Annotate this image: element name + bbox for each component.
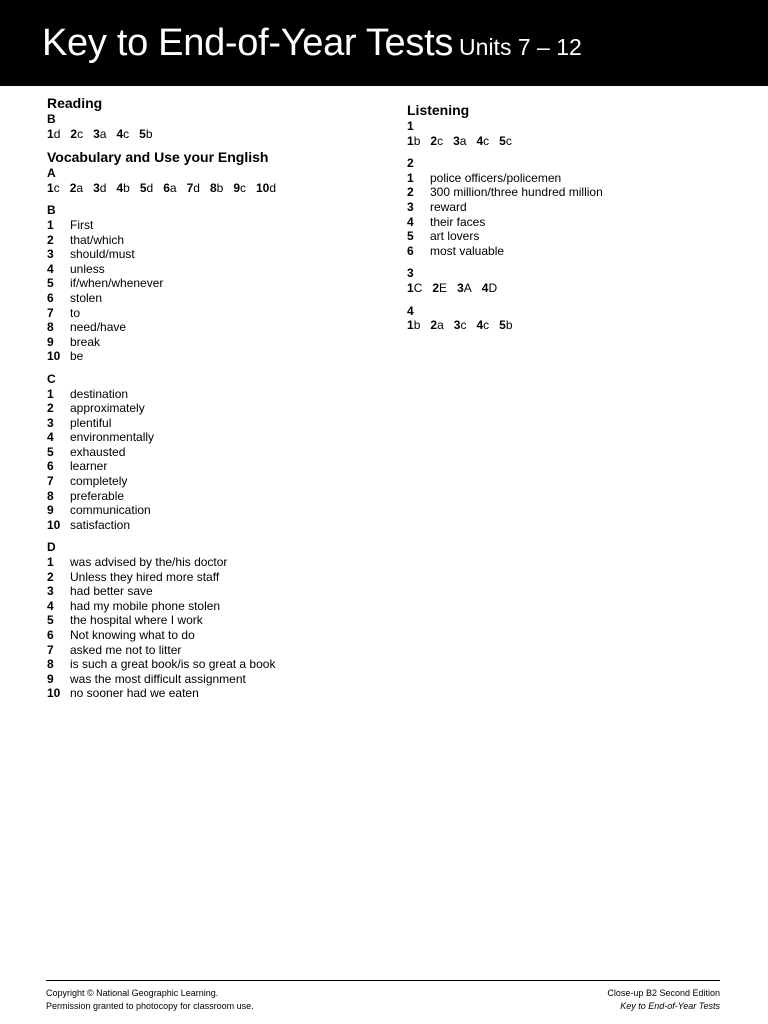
answer-number: 2 [432,280,440,295]
answer-number: 8 [47,488,54,503]
answer-number: 9 [47,503,54,518]
answer-row [47,570,377,585]
answer-row [47,306,377,321]
answers-vocab-c [47,387,377,533]
answer-item [116,181,129,195]
answer-item [70,127,83,141]
answer-letter: c [53,180,60,195]
answer-item [140,181,153,195]
page-title [42,24,582,62]
answer-text: no sooner had we eaten [70,686,199,701]
answer-number: 6 [47,290,54,305]
answer-item [407,318,420,332]
answer-number: 3 [407,199,414,214]
answer-number: 1 [407,170,414,185]
answer-row [47,291,377,306]
answer-item [457,281,472,295]
answer-letter: c [460,318,467,333]
answer-number: 9 [47,671,54,686]
answer-text: completely [70,474,128,489]
answer-text: asked me not to litter [70,642,182,657]
answer-number: 4 [476,133,484,148]
answer-number: 2 [407,185,414,200]
answer-number: 2 [47,232,54,247]
answer-row [47,233,377,248]
answer-item [70,181,83,195]
page-title-main: Key to End-of-Year Tests [42,22,454,64]
answer-number: 4 [407,214,414,229]
answer-row [47,518,377,533]
answer-number: 1 [47,180,54,195]
answer-text: approximately [70,401,145,416]
answer-item [432,281,447,295]
answer-row [47,276,377,291]
right-column [407,102,737,333]
answer-number: 5 [47,276,54,291]
answer-row [47,657,377,672]
answer-text: police officers/policemen [430,170,562,185]
answer-item [482,281,497,295]
answer-item [454,318,467,332]
answer-item [93,127,106,141]
part-label-listening-3: 3 [407,266,414,281]
answer-row [47,218,377,233]
answer-letter: c [240,180,246,195]
answer-number: 6 [47,459,54,474]
answer-number: 1 [47,386,54,401]
answer-number: 5 [139,126,146,141]
answers-listening-3 [407,281,737,296]
answer-item [499,134,512,148]
answer-number: 1 [47,217,54,232]
answer-number: 7 [47,474,54,489]
answer-number: 4 [47,430,54,445]
answer-row [47,628,377,643]
answer-text: communication [70,503,151,518]
answer-number: 5 [47,444,54,459]
answer-number: 8 [47,657,54,672]
answer-number: 10 [47,349,61,364]
footer-right [607,987,720,1013]
answer-row [47,445,377,460]
answer-number: 4 [116,180,124,195]
answer-row [47,247,377,262]
answer-letter: c [483,133,490,148]
answer-row [47,584,377,599]
answer-text: had my mobile phone stolen [70,598,221,613]
answer-number: 5 [499,318,506,333]
answer-item [499,318,512,332]
answer-letter: b [413,318,421,333]
answer-number: 4 [476,318,484,333]
answer-letter: d [53,126,61,141]
answer-row [47,599,377,614]
answer-row [47,320,377,335]
part-label-vocab-c: C [47,371,56,386]
answer-number: 2 [430,133,438,148]
photocopy-permission: Permission granted to photocopy for classroom use. [46,1001,254,1011]
answer-item [210,181,223,195]
answer-text: First [70,217,94,232]
left-column [47,95,377,701]
answer-row [47,262,377,277]
answer-row [407,185,737,200]
answer-row [407,200,737,215]
answer-row [47,401,377,416]
part-label-vocab-b: B [47,203,56,218]
answer-row [407,171,737,186]
answer-text: unless [70,261,105,276]
answer-row [47,643,377,658]
answer-text: satisfaction [70,517,131,532]
answer-row [47,672,377,687]
answer-number: 3 [453,133,460,148]
answer-letter: c [77,126,84,141]
answers-vocab-d [47,555,377,701]
answer-letter: a [169,180,177,195]
footer-left [46,987,254,1013]
answer-number: 1 [47,555,54,570]
book-title: Close-up B2 Second Edition [607,988,720,998]
answer-number: 9 [47,334,54,349]
answer-text: exhausted [70,444,126,459]
answer-item [453,134,466,148]
answers-vocab-b [47,218,377,364]
answer-number: 1 [47,126,54,141]
answer-row [47,387,377,402]
answer-letter: a [76,180,84,195]
answer-item [407,281,422,295]
answer-row [47,686,377,701]
answer-row [47,335,377,350]
answer-letter: b [413,133,421,148]
answer-number: 4 [47,261,54,276]
answer-letter: E [439,280,448,295]
answer-number: 3 [47,584,54,599]
answer-item [476,318,489,332]
answer-row [407,215,737,230]
answer-number: 1 [407,280,414,295]
answer-number: 9 [233,180,240,195]
answer-number: 3 [47,415,54,430]
answer-row [47,489,377,504]
answer-item [93,181,106,195]
answer-number: 4 [481,280,489,295]
answer-row [47,459,377,474]
title-banner [0,0,768,86]
answer-row [47,430,377,445]
answer-item [47,181,60,195]
answer-number: 10 [256,180,270,195]
answer-row [47,474,377,489]
answer-number: 3 [453,318,461,333]
answer-letter: a [459,133,467,148]
answer-text: that/which [70,232,125,247]
part-label-listening-2: 2 [407,156,414,171]
answer-number: 1 [407,133,414,148]
answer-text: plentiful [70,415,112,430]
answer-number: 2 [47,401,54,416]
answer-text: should/must [70,247,135,262]
answer-text: was advised by the/his doctor [70,555,228,570]
answer-number: 7 [47,642,54,657]
answer-text: be [70,349,84,364]
answer-number: 2 [70,126,78,141]
answer-number: 6 [407,243,414,258]
answer-row [407,244,737,259]
answer-letter: a [99,126,107,141]
answer-text: if/when/whenever [70,276,164,291]
answer-row [47,613,377,628]
answer-item [476,134,489,148]
footer-divider [46,980,720,981]
answer-item [47,127,60,141]
answers-vocab-a [47,181,377,196]
answer-letter: d [269,180,277,195]
part-label-listening-1: 1 [407,119,414,133]
answer-number: 4 [116,126,124,141]
answer-letter: b [123,180,130,195]
answer-number: 7 [186,180,194,195]
part-label-reading-b: B [47,112,56,126]
answer-item [116,127,129,141]
answer-number: 2 [430,318,438,333]
answer-letter: c [123,126,130,141]
answer-number: 3 [93,126,100,141]
answer-letter: D [488,280,498,295]
answer-letter: C [413,280,423,295]
answer-text: Unless they hired more staff [70,569,220,584]
part-label-listening-4: 4 [407,303,414,318]
answer-letter: c [437,133,444,148]
answer-number: 10 [47,517,61,532]
answer-number: 8 [47,320,54,335]
answer-number: 4 [47,598,54,613]
answer-letter: c [505,133,512,148]
answer-item [233,181,246,195]
page-title-units: Units 7 – 12 [459,34,582,60]
answer-text: was the most difficult assignment [70,671,246,686]
answer-letter: b [505,318,513,333]
answer-text: reward [430,199,467,214]
answers-listening-2 [407,171,737,259]
answer-text: art lovers [430,229,480,244]
answer-number: 8 [209,180,217,195]
answer-item [430,134,443,148]
section-title-reading: Reading [47,95,103,111]
answer-text: 300 million/three hundred million [430,185,603,200]
part-label-vocab-d: D [47,540,56,555]
answer-letter: d [193,180,200,195]
answer-text: need/have [70,320,127,335]
answer-letter: a [437,318,444,333]
answer-text: environmentally [70,430,155,445]
answer-letter: c [483,318,490,333]
answer-text: stolen [70,290,103,305]
answer-letter: b [216,180,224,195]
answer-letter: d [146,180,154,195]
answer-item [256,181,276,195]
answer-row [47,555,377,570]
answer-text: break [70,334,101,349]
answer-item [430,318,443,332]
copyright-notice: Copyright © National Geographic Learning. [46,988,219,998]
answer-number: 7 [47,305,54,320]
document-title: Key to End-of-Year Tests [620,1001,720,1011]
answer-letter: A [463,280,472,295]
answer-number: 10 [47,686,61,701]
answer-text: destination [70,386,129,401]
answer-text: preferable [70,488,125,503]
answer-text: the hospital where I work [70,613,203,628]
answer-number: 3 [47,247,54,262]
answer-number: 5 [139,180,147,195]
answer-item [139,127,152,141]
answer-number: 6 [163,180,170,195]
answer-text: to [70,305,81,320]
answer-number: 5 [407,229,414,244]
answers-listening-4 [407,318,737,333]
answer-number: 6 [47,628,54,642]
answer-number: 5 [499,133,506,148]
answer-letter: d [99,180,107,195]
answer-text: is such a great book/is so great a book [70,657,276,672]
answer-row [47,416,377,431]
answer-number: 1 [407,318,414,333]
answers-reading-b [47,127,377,142]
part-label-vocab-a: A [47,166,56,181]
answer-text: had better save [70,584,153,599]
answers-listening-1 [407,134,737,149]
answer-text: their faces [430,214,486,229]
answer-item [407,134,420,148]
answer-number: 3 [457,280,464,295]
answer-row [407,229,737,244]
answer-number: 5 [47,613,54,628]
answer-item [163,181,176,195]
section-title-vocabulary: Vocabulary and Use your English [47,149,269,166]
answer-row [47,349,377,364]
answer-text: most valuable [430,243,505,258]
answer-number: 2 [69,180,77,195]
answer-text: learner [70,459,108,474]
answer-item [187,181,200,195]
answer-text: Not knowing what to do [70,628,195,642]
answer-number: 2 [47,569,54,584]
answer-letter: b [145,126,153,141]
answer-row [47,503,377,518]
section-title-listening: Listening [407,102,470,118]
answer-number: 3 [93,180,100,195]
